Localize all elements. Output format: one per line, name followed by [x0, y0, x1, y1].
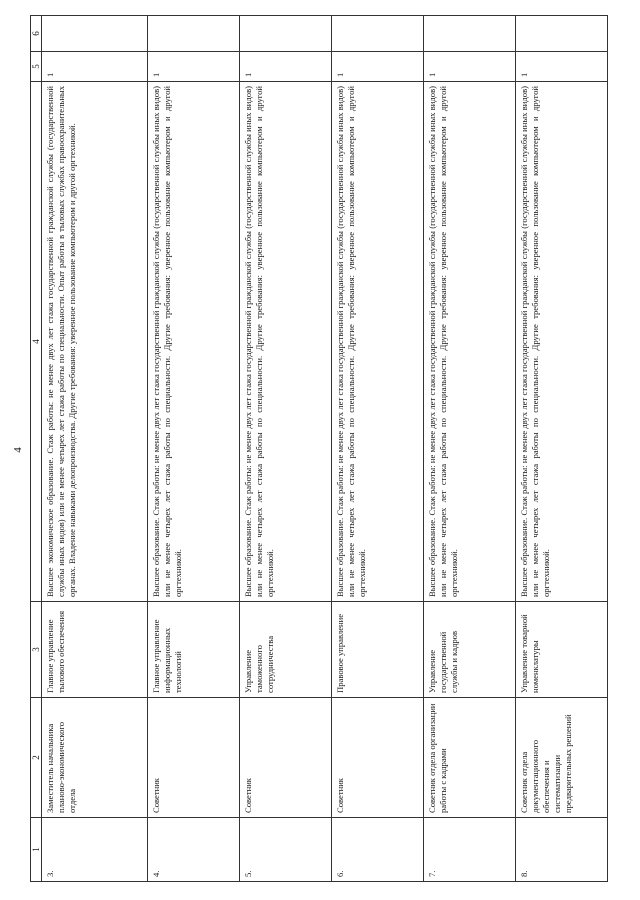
column-number: 2 [31, 698, 42, 818]
note-cell [148, 16, 240, 52]
division-name: Управление государственной службы и кадров [424, 602, 516, 698]
division-name: Правовое управление [332, 602, 424, 698]
vacancy-count: 1 [516, 52, 608, 82]
division-name: Главное управление информационных технологий [148, 602, 240, 698]
table-row [148, 16, 240, 882]
column-number: 4 [31, 82, 42, 602]
vacancy-count: 1 [240, 52, 332, 82]
note-cell [42, 16, 148, 52]
position-title: Советник отдела документационного обеспечения и систематизации предварительных решений [516, 698, 608, 818]
note-cell [516, 16, 608, 52]
table-row [332, 16, 424, 882]
table-row [516, 16, 608, 882]
table-row [424, 16, 516, 882]
row-number: 4. [148, 818, 240, 882]
position-title: Советник [332, 698, 424, 818]
row-number: 8. [516, 818, 608, 882]
table-row [42, 16, 148, 882]
division-name: Управление таможенного сотрудничества [240, 602, 332, 698]
row-number: 5. [240, 818, 332, 882]
position-title: Советник [148, 698, 240, 818]
vacancy-count: 1 [42, 52, 148, 82]
column-number: 5 [31, 52, 42, 82]
requirements-text: Высшее экономическое образование. Стаж работы: не менее двух лет стажа государственной гражданской службы (государственной службы иных видов) или не менее четырех лет стажа работы по специальности. Опыт работы в тыловых службах правоохранительных органах. Владение навыками делопроизводства. Другие требования: уверенное пользование компьютером и другой оргтехникой. [42, 82, 148, 602]
vacancy-table [30, 15, 608, 882]
requirements-text: Высшее образование. Стаж работы: не менее двух лет стажа государственной гражданской службы (государственной службы иных видов) или не менее четырех лет стажа работы по специальности. Другие требования: уверенное пользование компьютером и другой оргтехникой. [424, 82, 516, 602]
requirements-text: Высшее образование. Стаж работы: не менее двух лет стажа государственной гражданской службы (государственной службы иных видов) или не менее четырех лет стажа работы по специальности. Другие требования: уверенное пользование компьютером и другой оргтехникой. [332, 82, 424, 602]
division-name: Главное управление тылового обеспечения [42, 602, 148, 698]
row-number: 3. [42, 818, 148, 882]
note-cell [332, 16, 424, 52]
table-row [240, 16, 332, 882]
column-number: 1 [31, 818, 42, 882]
page-number: 4 [12, 447, 24, 453]
division-name: Управление товарной номенклатуры [516, 602, 608, 698]
position-title: Заместитель начальника планово-экономического отдела [42, 698, 148, 818]
column-number-row [31, 16, 42, 882]
row-number: 7. [424, 818, 516, 882]
column-number: 3 [31, 602, 42, 698]
requirements-text: Высшее образование. Стаж работы: не менее двух лет стажа государственной гражданской службы (государственной службы иных видов) или не менее четырех лет стажа работы по специальности. Другие требования: уверенное пользование компьютером и другой оргтехникой. [516, 82, 608, 602]
row-number: 6. [332, 818, 424, 882]
vacancy-count: 1 [332, 52, 424, 82]
requirements-text: Высшее образование. Стаж работы: не менее двух лет стажа государственной гражданской службы (государственной службы иных видов) или не менее четырех лет стажа работы по специальности. Другие требования: уверенное пользование компьютером и другой оргтехникой. [148, 82, 240, 602]
requirements-text: Высшее образование. Стаж работы: не менее двух лет стажа государственной гражданской службы (государственной службы иных видов) или не менее четырех лет стажа работы по специальности. Другие требования: уверенное пользование компьютером и другой оргтехникой. [240, 82, 332, 602]
note-cell [240, 16, 332, 52]
vacancy-count: 1 [148, 52, 240, 82]
position-title: Советник [240, 698, 332, 818]
position-title: Советник отдела организации работы с кадрами [424, 698, 516, 818]
column-number: 6 [31, 16, 42, 52]
vacancy-count: 1 [424, 52, 516, 82]
note-cell [424, 16, 516, 52]
